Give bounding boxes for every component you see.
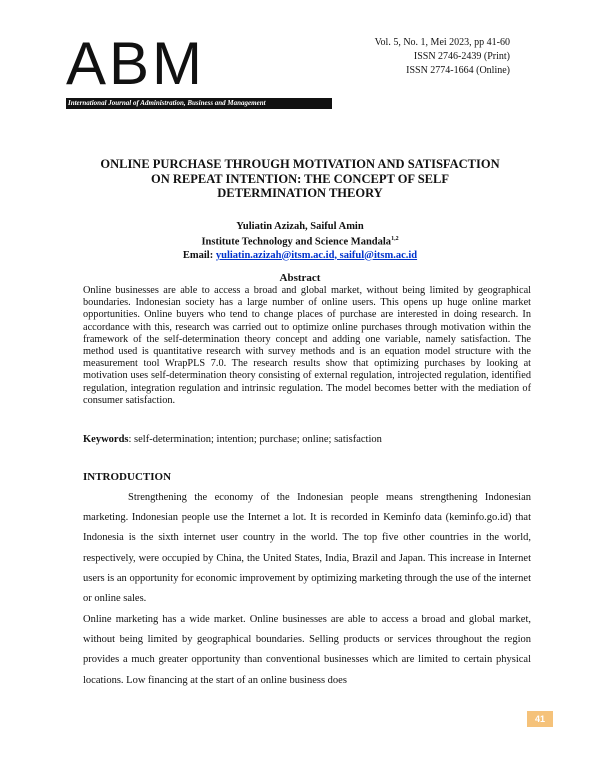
author-names: Yuliatin Azizah, Saiful Amin [236, 221, 364, 232]
keywords-text: : self-determination; intention; purchase; online; satisfaction [128, 434, 382, 445]
issn-online: ISSN 2774-1664 (Online) [406, 65, 510, 76]
issn-print: ISSN 2746-2439 (Print) [413, 51, 510, 62]
journal-logo: ABM [66, 30, 206, 97]
abstract-heading: Abstract [279, 272, 321, 284]
page-number: 41 [527, 711, 553, 727]
keywords [83, 433, 531, 446]
keywords-label: Keywords [83, 434, 129, 445]
affiliation-text: Institute Technology and Science Mandala [201, 236, 392, 248]
author-block [70, 220, 530, 262]
affiliation-sup: 1,2 [391, 236, 399, 242]
abstract-text: Online businesses are able to access a broad and global market, without being limited by geographical boundaries. Indonesian society has a large number of online users. This opens up huge online market opportunities. Online buyers who tend to change places of purchase are interested in doing research. In accordance with this, research was carried out to optimize online purchases through motivation within the framework of the self-determination theory concept and adding one variable, namely satisfaction. The method used is quantitative research with survey methods and is an equation model structure with the measurement tool WrapPLS 7.0. The research results show that optimizing purchases by looking at motivation uses self-determination theory consisting of external regulation, introjected regulation, identified regulation, integration regulation and intrinsic regulation. The model becomes better with the mediation of consumer satisfaction. [83, 285, 531, 406]
email-line [70, 249, 530, 262]
title-line: ON REPEAT INTENTION: THE CONCEPT OF SELF [151, 171, 449, 186]
email-link[interactable]: yuliatin.azizah@itsm.ac.id, saiful@itsm.ac.id [215, 249, 418, 261]
journal-name: International Journal of Administration, Business and Management [68, 99, 266, 107]
volume-info: Vol. 5, No. 1, Mei 2023, pp 41-60 [374, 37, 510, 48]
section-heading-introduction: INTRODUCTION [83, 471, 172, 483]
title-line: ONLINE PURCHASE THROUGH MOTIVATION AND SATISFACTION [100, 157, 500, 171]
email-label: Email: [182, 249, 214, 261]
intro-paragraph-2: Online marketing has a wide market. Online businesses are able to access a broad and global market, without being limited by geographical boundaries. Selling products or services throughout the region provides a much greater opportunity than conventional businesses which are limited to certain physical locations. Low financing at the start of an online business does [83, 614, 531, 686]
intro-paragraph-1: Strengthening the economy of the Indonesian people means strengthening Indonesian marketing. Indonesian people use the Internet a lot. It is recorded in Keminfo data (keminfo.go.id) that Indonesia is the sixth internet user country in the world. The top five other countries in the world, respectively, were occupied by China, the United States, India, Brazil and Japan. This increase in Internet users is an opportunity for economic improvement by optimizing marketing through the use of the internet or online sales. [83, 492, 531, 605]
publication-meta [375, 36, 510, 78]
affiliation [70, 233, 530, 249]
title-line: DETERMINATION THEORY [217, 186, 383, 200]
article-title [70, 157, 530, 201]
